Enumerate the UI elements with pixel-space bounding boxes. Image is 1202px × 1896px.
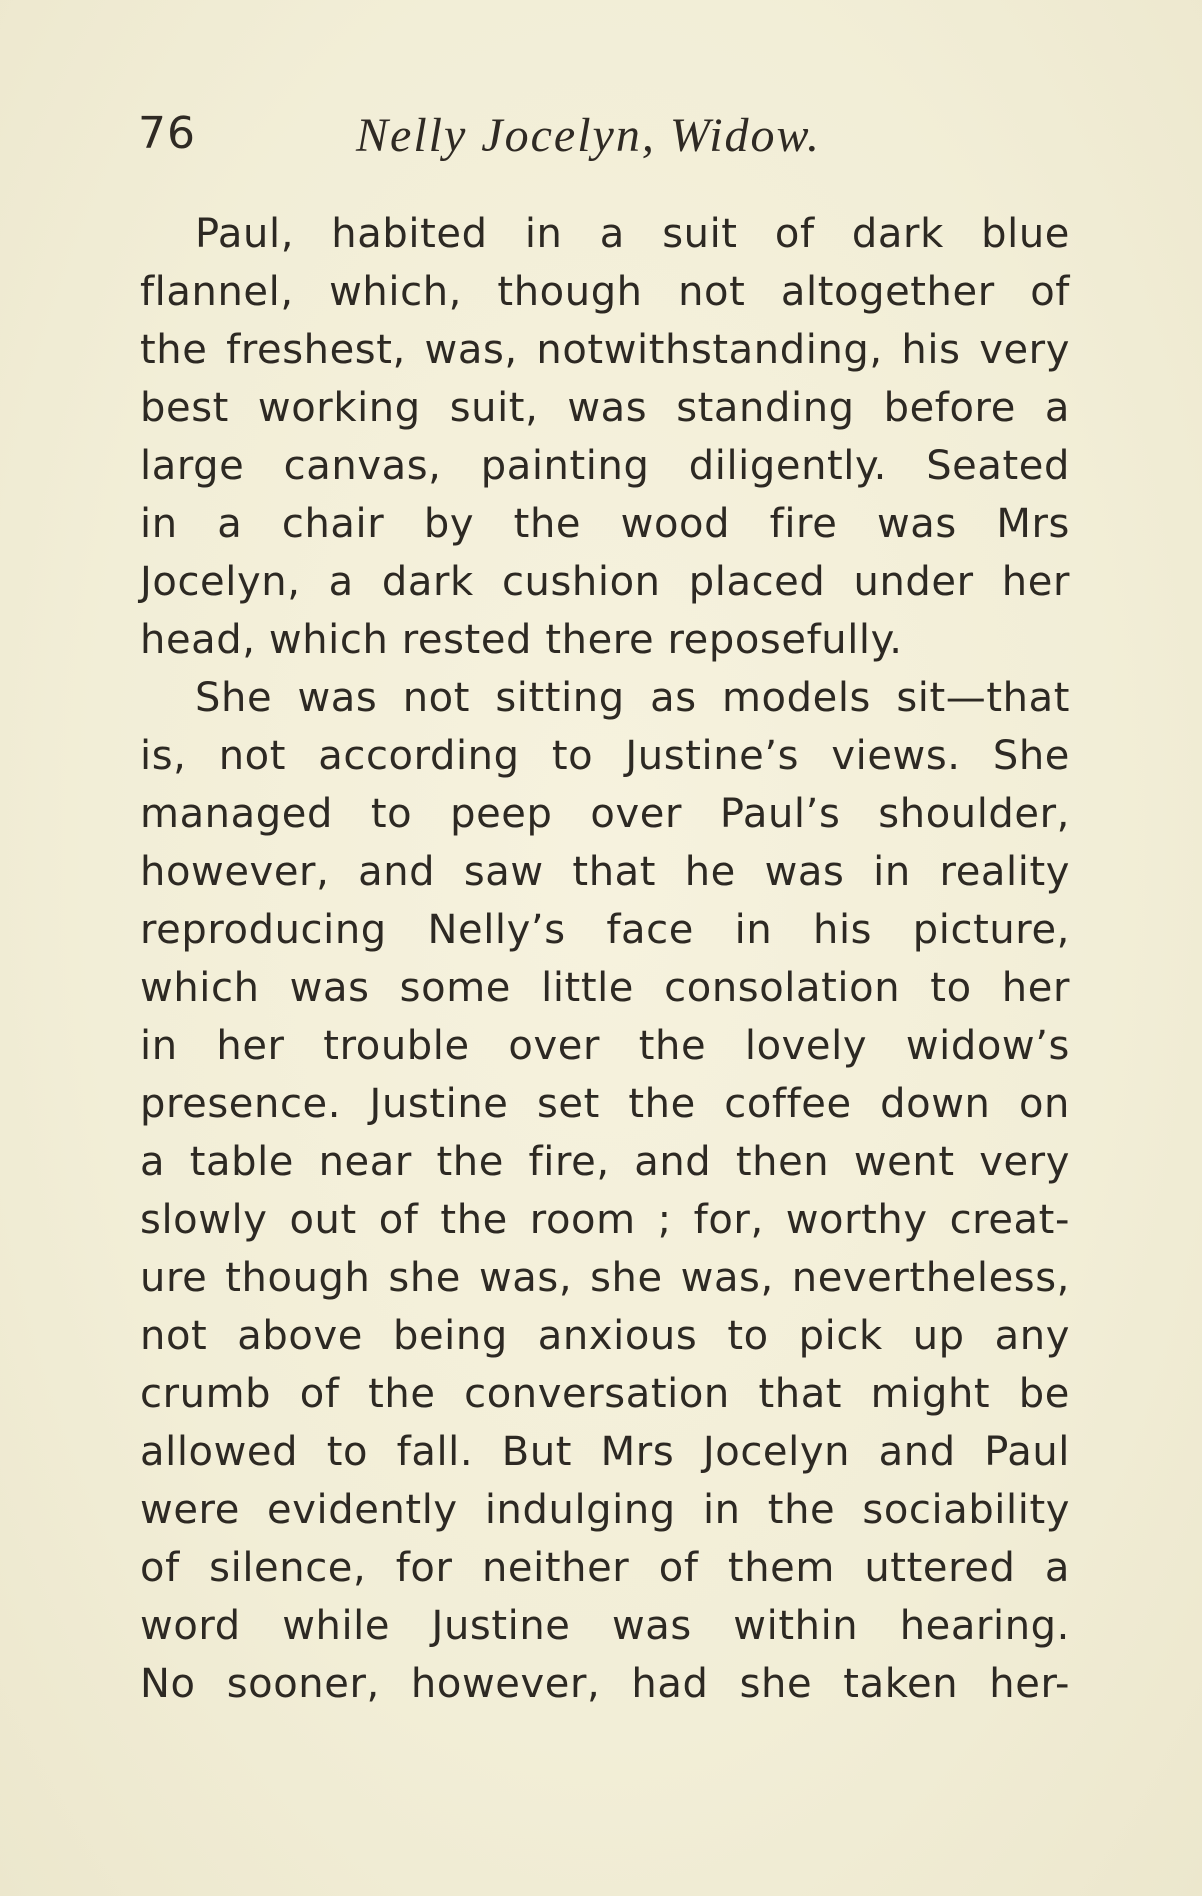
text-line: a table near the fire, and then went very [140, 1139, 1070, 1185]
text-line: the freshest, was, notwithstanding, his very [140, 327, 1070, 373]
text-line: in a chair by the wood fire was Mrs [140, 501, 1070, 547]
text-line: flannel, which, though not altogether of [140, 269, 1070, 315]
text-line: large canvas, painting diligently. Seated [140, 443, 1070, 489]
text-line: were evidently indulging in the sociability [140, 1487, 1070, 1533]
running-title: Nelly Jocelyn, Widow. [356, 109, 821, 162]
text-line: head, which rested there reposefully. [140, 617, 903, 663]
text-line: best working suit, was standing before a [140, 385, 1070, 431]
body-text [140, 205, 1070, 1713]
text-line: is, not according to Justine’s views. She [140, 733, 1070, 779]
text-line: No sooner, however, had she taken her- [140, 1661, 1070, 1707]
text-line: however, and saw that he was in reality [140, 849, 1070, 895]
text-line: slowly out of the room ; for, worthy creat- [140, 1197, 1070, 1243]
text-line: word while Justine was within hearing. [140, 1603, 1070, 1649]
text-line: presence. Justine set the coffee down on [140, 1081, 1070, 1127]
page-header [138, 108, 1068, 168]
text-line: Jocelyn, a dark cushion placed under her [140, 559, 1070, 605]
text-line: reproducing Nelly’s face in his picture, [140, 907, 1070, 953]
text-line: crumb of the conversation that might be [140, 1371, 1070, 1417]
text-line: not above being anxious to pick up any [140, 1313, 1070, 1359]
text-line: allowed to fall. But Mrs Jocelyn and Paul [140, 1429, 1070, 1475]
text-line: ure though she was, she was, nevertheless, [140, 1255, 1070, 1301]
text-line: in her trouble over the lovely widow’s [140, 1023, 1070, 1069]
text-line: of silence, for neither of them uttered a [140, 1545, 1070, 1591]
page-number: 76 [138, 108, 196, 159]
text-line: managed to peep over Paul’s shoulder, [140, 791, 1070, 837]
text-line: which was some little consolation to her [140, 965, 1070, 1011]
text-line: She was not sitting as models sit—that [195, 675, 1070, 721]
text-line: Paul, habited in a suit of dark blue [195, 211, 1070, 257]
